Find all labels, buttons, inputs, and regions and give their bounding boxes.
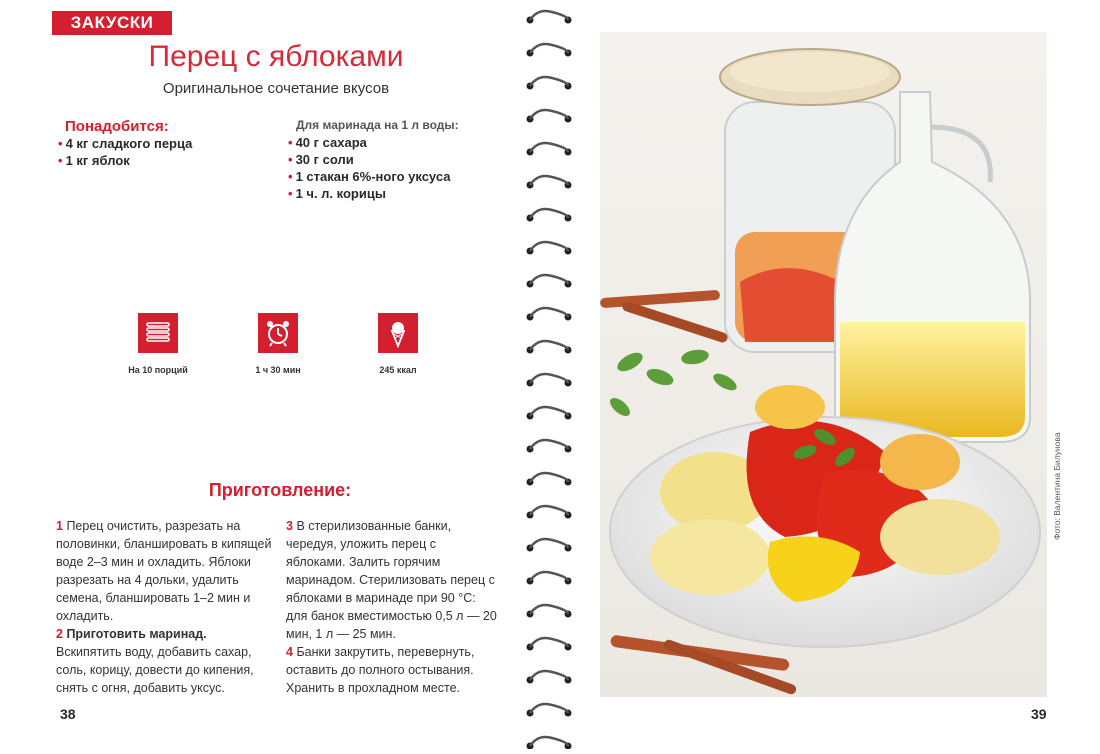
spiral-ring: [527, 77, 572, 90]
step-text: Вскипятить воду, добавить сахар, соль, корицу, довести до кипения, снять с огня, добавить уксус.: [56, 645, 254, 695]
marinade-list: [288, 134, 450, 202]
plates-icon: [138, 313, 178, 353]
spiral-ring: [527, 374, 572, 387]
spiral-ring: [527, 143, 572, 156]
recipe-subtitle: Оригинальное сочетание вкусов: [162, 80, 390, 97]
page-number-left: 38: [60, 706, 76, 722]
ingredients-heading: Понадобится:: [65, 118, 169, 135]
spiral-ring: [527, 242, 572, 255]
spiral-ring: [527, 473, 572, 486]
marinade-heading: Для маринада на 1 л воды:: [296, 118, 459, 132]
stat-calories: [348, 313, 448, 375]
step-number: 2: [56, 627, 63, 641]
left-page: [0, 0, 540, 749]
spiral-ring: [527, 44, 572, 57]
photo-credit: Фото: Валентина Билунова: [1052, 432, 1062, 540]
spiral-ring: [527, 11, 572, 24]
preparation-heading: Приготовление:: [208, 480, 352, 500]
spiral-ring: [527, 638, 572, 651]
spiral-ring: [527, 275, 572, 288]
step-number: 3: [286, 519, 293, 533]
spiral-ring: [527, 737, 572, 749]
spiral-ring: [527, 572, 572, 585]
section-badge: ЗАКУСКИ: [52, 11, 172, 35]
stat-time-label: 1 ч 30 мин: [255, 365, 301, 375]
spiral-ring: [527, 539, 572, 552]
step-3: [286, 517, 498, 643]
spiral-ring: [527, 671, 572, 684]
steps-column-left: [56, 517, 274, 697]
stat-portions-label: На 10 порций: [128, 365, 188, 375]
spiral-ring: [527, 407, 572, 420]
spiral-ring: [527, 308, 572, 321]
spiral-binding: [518, 0, 580, 749]
step-number: 4: [286, 645, 293, 659]
step-bold-text: Приготовить маринад.: [66, 627, 207, 641]
step-number: 1: [56, 519, 63, 533]
spiral-ring: [527, 341, 572, 354]
marinade-item: • 1 стакан 6%-ного уксуса: [288, 168, 450, 185]
steps-column-right: [286, 517, 498, 697]
stat-calories-label: 245 ккал: [379, 365, 417, 375]
ingredients-list: [58, 135, 192, 169]
spiral-ring: [527, 440, 572, 453]
spiral-ring: [527, 176, 572, 189]
spiral-ring: [527, 209, 572, 222]
ingredient-item: • 4 кг сладкого перца: [58, 135, 192, 152]
spiral-ring: [527, 704, 572, 717]
step-text: В стерилизованные банки, чередуя, уложить перец с яблоками. Залить горячим маринадом. Стерилизовать перец с яблоками в маринаде при 90 °С: для банок вместимостью 0,5 л — 20 мин, 1 л — 25 мин.: [286, 519, 497, 641]
spiral-ring: [527, 506, 572, 519]
stat-portions: [108, 313, 208, 375]
stat-time: [228, 313, 328, 375]
marinade-item: • 1 ч. л. корицы: [288, 185, 450, 202]
spiral-ring: [527, 110, 572, 123]
spiral-ring: [527, 605, 572, 618]
marinade-item: • 40 г сахара: [288, 134, 450, 151]
step-4: [286, 643, 498, 697]
alarm-clock-icon: [258, 313, 298, 353]
recipe-title: Перец с яблоками: [148, 40, 404, 73]
step-text: Банки закрутить, перевернуть, оставить до полного остывания. Хранить в прохладном месте.: [286, 645, 475, 695]
ingredient-item: • 1 кг яблок: [58, 152, 192, 169]
page-number-right: 39: [1031, 706, 1047, 722]
step-text: Перец очистить, разрезать на половинки, бланшировать в кипящей воде 2–3 мин и охладить. Яблоки разрезать на 4 дольки, удалить семена, бланшировать 1–2 мин и охладить.: [56, 519, 272, 623]
marinade-item: • 30 г соли: [288, 151, 450, 168]
dish-photo: [600, 32, 1047, 697]
step-2: [56, 625, 274, 697]
step-1: [56, 517, 274, 625]
ice-cream-cone-icon: [378, 313, 418, 353]
